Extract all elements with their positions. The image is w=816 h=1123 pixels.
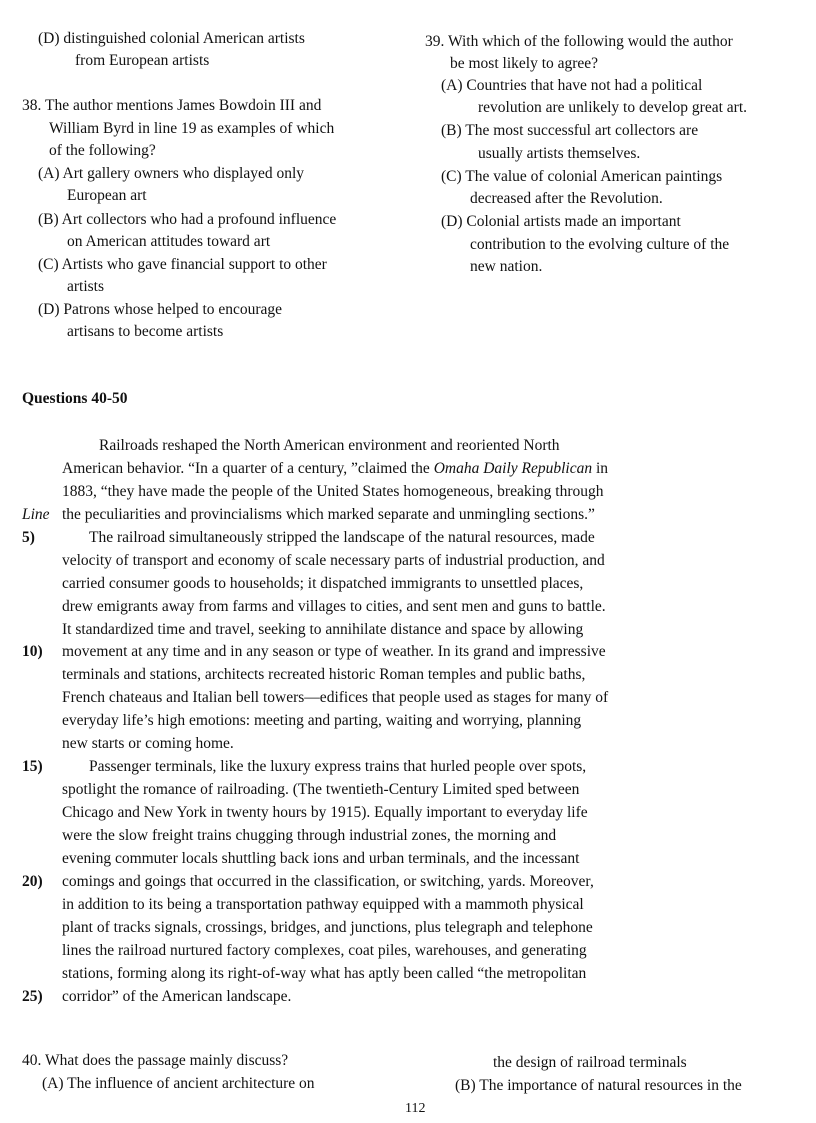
- passage-line: velocity of transport and economy of scale necessary parts of industrial production, and: [62, 552, 605, 569]
- passage-line: 1883, “they have made the people of the United States homogeneous, breaking through: [62, 483, 604, 500]
- q38-option-b: (B) Art collectors who had a profound influence: [38, 211, 337, 228]
- passage-line: corridor” of the American landscape.: [62, 988, 292, 1005]
- q38-stem-line: 38. The author mentions James Bowdoin III and: [22, 97, 322, 114]
- passage-line: American behavior. “In a quarter of a century, ”claimed the Omaha Daily Republican in: [62, 460, 609, 477]
- page-number: 112: [405, 1101, 426, 1116]
- q38-option-d-cont: artisans to become artists: [67, 323, 224, 340]
- q39-option-c-cont: decreased after the Revolution.: [470, 190, 663, 207]
- q38-option-d: (D) Patrons whose helped to encourage: [38, 301, 283, 318]
- passage-line: comings and goings that occurred in the classification, or switching, yards. Moreover,: [62, 873, 594, 890]
- passage-line: drew emigrants away from farms and villages to cities, and sent men and guns to battle.: [62, 598, 606, 615]
- q39-option-a: (A) Countries that have not had a political: [441, 77, 703, 94]
- q39-option-d-cont: new nation.: [470, 258, 543, 275]
- q40-option-a: (A) The influence of ancient architecture on: [42, 1075, 315, 1092]
- passage-line: French chateaus and Italian bell towers—edifices that people used as stages for many of: [62, 689, 609, 706]
- line-marker: 10): [22, 643, 43, 660]
- passage-line: movement at any time and in any season or type of weather. In its grand and impressive: [62, 643, 606, 660]
- q38-option-b-cont: on American attitudes toward art: [67, 233, 271, 250]
- q38-stem-line: of the following?: [49, 142, 156, 159]
- q39-option-c: (C) The value of colonial American paintings: [441, 168, 723, 185]
- q40-option-a-cont: the design of railroad terminals: [493, 1054, 687, 1071]
- passage-line: Chicago and New York in twenty hours by 1915). Equally important to everyday life: [62, 804, 588, 821]
- passage-line: lines the railroad nurtured factory complexes, coat piles, warehouses, and generating: [62, 942, 587, 959]
- passage-line: carried consumer goods to households; it dispatched immigrants to unsettled places,: [62, 575, 584, 592]
- passage-line: new starts or coming home.: [62, 735, 234, 752]
- line-marker: 15): [22, 758, 43, 775]
- q37-option-d: (D) distinguished colonial American artists: [38, 30, 305, 47]
- q38-option-a: (A) Art gallery owners who displayed only: [38, 165, 305, 182]
- q39-option-d: (D) Colonial artists made an important: [441, 213, 681, 230]
- passage-line: stations, forming along its right-of-way what has aptly been called “the metropolitan: [62, 965, 587, 982]
- q39-stem-line: 39. With which of the following would the author: [425, 33, 733, 50]
- passage-line: plant of tracks signals, crossings, bridges, and junctions, plus telegraph and telephone: [62, 919, 593, 936]
- passage-line: terminals and stations, architects recreated historic Roman temples and public baths,: [62, 666, 586, 683]
- q39-stem-line: be most likely to agree?: [450, 55, 599, 72]
- line-marker: Line: [22, 506, 50, 523]
- q38-stem-line: William Byrd in line 19 as examples of which: [49, 120, 335, 137]
- q39-option-a-cont: revolution are unlikely to develop great art.: [478, 99, 748, 116]
- q38-option-a-cont: European art: [67, 187, 147, 204]
- line-marker: 5): [22, 529, 35, 546]
- q39-option-b: (B) The most successful art collectors are: [441, 122, 699, 139]
- q38-option-c: (C) Artists who gave financial support to other: [38, 256, 327, 273]
- passage-line: the peculiarities and provincialisms which marked separate and unmingling sections.”: [62, 506, 595, 523]
- section-heading: Questions 40-50: [22, 390, 128, 407]
- passage-line: Passenger terminals, like the luxury express trains that hurled people over spots,: [89, 758, 587, 775]
- passage-line: in addition to its being a transportation pathway equipped with a mammoth physical: [62, 896, 584, 913]
- q37-option-d-cont: from European artists: [75, 52, 210, 69]
- q39-option-b-cont: usually artists themselves.: [478, 145, 641, 162]
- q40-stem: 40. What does the passage mainly discuss?: [22, 1052, 289, 1069]
- q40-option-b: (B) The importance of natural resources in the: [455, 1077, 742, 1094]
- q38-option-c-cont: artists: [67, 278, 105, 295]
- passage-line: everyday life’s high emotions: meeting and parting, waiting and worrying, planning: [62, 712, 582, 729]
- passage-line: evening commuter locals shuttling back ions and urban terminals, and the incessant: [62, 850, 580, 867]
- passage-line: The railroad simultaneously stripped the landscape of the natural resources, made: [89, 529, 595, 546]
- passage-line: were the slow freight trains chugging through industrial zones, the morning and: [62, 827, 557, 844]
- line-marker: 25): [22, 988, 43, 1005]
- newspaper-title: Omaha Daily Republican: [433, 460, 593, 477]
- passage-line: Railroads reshaped the North American environment and reoriented North: [99, 437, 560, 454]
- passage-line: It standardized time and travel, seeking to annihilate distance and space by allowing: [62, 621, 584, 638]
- passage-line: spotlight the romance of railroading. (The twentieth-Century Limited sped between: [62, 781, 580, 798]
- line-marker: 20): [22, 873, 43, 890]
- q39-option-d-cont: contribution to the evolving culture of the: [470, 236, 730, 253]
